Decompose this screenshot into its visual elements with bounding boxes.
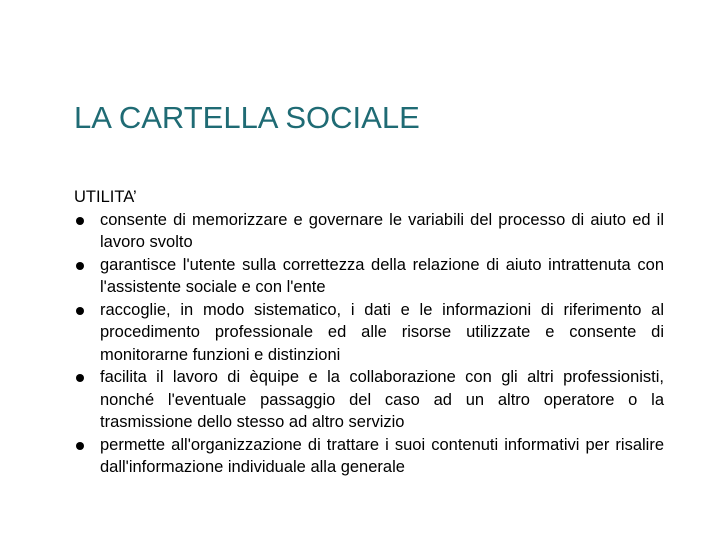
bullet-dot-icon bbox=[76, 217, 84, 225]
bullet-dot-icon bbox=[76, 442, 84, 450]
bullet-text: raccoglie, in modo sistematico, i dati e le informazioni di riferimento al procedimento professionale ed alle risorse utilizzate e consente di monitorarne funzioni e distinzioni bbox=[100, 300, 664, 364]
slide-title: LA CARTELLA SOCIALE bbox=[74, 100, 420, 135]
bullet-text: garantisce l'utente sulla correttezza della relazione di aiuto intrattenuta con l'assistente sociale e con l'ente bbox=[100, 255, 664, 296]
bullet-list bbox=[74, 209, 664, 479]
bullet-dot-icon bbox=[76, 262, 84, 270]
bullet-item bbox=[74, 209, 664, 254]
bullet-dot-icon bbox=[76, 307, 84, 315]
bullet-item bbox=[74, 434, 664, 479]
section-heading: UTILITA’ bbox=[74, 188, 137, 206]
bullet-item bbox=[74, 366, 664, 434]
bullet-text: permette all'organizzazione di trattare i suoi contenuti informativi per risalire dall'informazione individuale alla generale bbox=[100, 435, 664, 476]
bullet-item bbox=[74, 254, 664, 299]
bullet-item bbox=[74, 299, 664, 367]
bullet-dot-icon bbox=[76, 374, 84, 382]
slide-content bbox=[74, 186, 664, 479]
bullet-text: consente di memorizzare e governare le variabili del processo di aiuto ed il lavoro svolto bbox=[100, 210, 664, 251]
bullet-text: facilita il lavoro di èquipe e la collaborazione con gli altri professionisti, nonché l'eventuale passaggio del caso ad un altro operatore o la trasmissione dello stesso ad altro servizio bbox=[100, 368, 664, 431]
